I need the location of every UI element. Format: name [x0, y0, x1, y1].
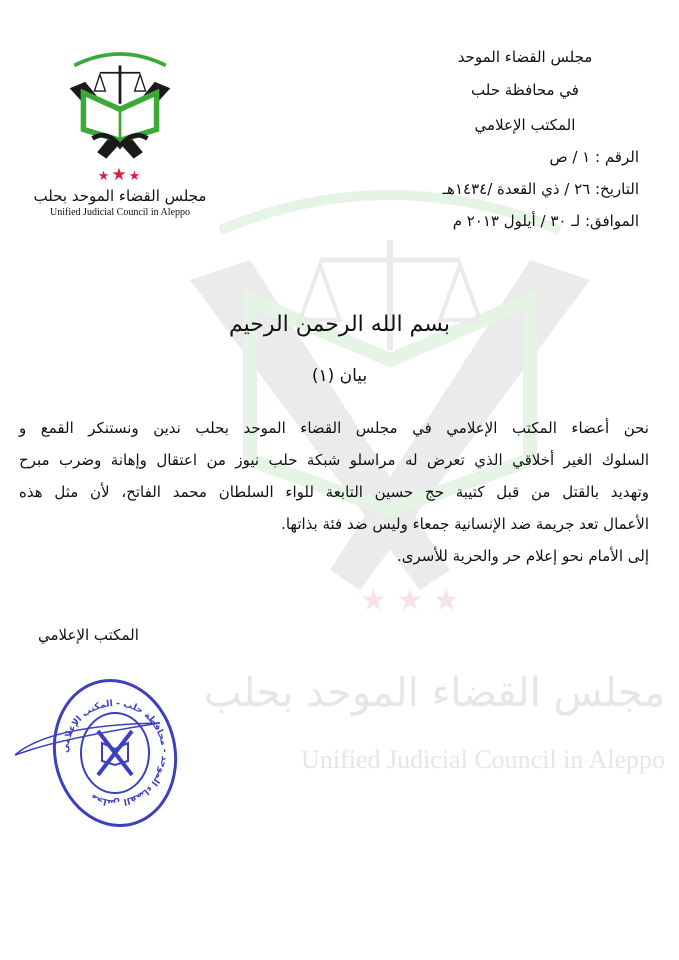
statement-body: [19, 412, 649, 572]
header-org-name: مجلس القضاء الموحد: [457, 48, 593, 66]
header-office: المكتب الإعلامي: [474, 116, 576, 134]
statement-title: بيان (١): [311, 366, 368, 386]
body-line: وتهديد بالقتل من قبل كتيبة حج حسين التابعة للواء السلطان محمد الفاتح، لأن مثل هذه: [19, 483, 649, 501]
date-hijri: التاريخ: ٢٦ / ذي القعدة /١٤٣٤هـ: [442, 180, 639, 198]
svg-text:★ ★ ★: ★ ★ ★: [360, 583, 460, 618]
body-line: السلوك الغير أخلاقي الذي تعرض له مراسلو شبكة حلب نيوز من اعتقال وإهانة وضرب مبرح: [19, 451, 649, 469]
reference-number: الرقم : ١ / ص: [549, 148, 639, 166]
logo-english-name: Unified Judicial Council in Aleppo: [50, 207, 190, 218]
stamp-text: مجلس القضاء الموحد - محافظة حلب - المكتب الإعلامي: [60, 698, 170, 808]
body-line: نحن أعضاء المكتب الإعلامي في مجلس القضاء الموحد بحلب ندين ونستنكر القمع و: [19, 419, 649, 437]
header-governorate: في محافظة حلب: [471, 81, 579, 99]
logo-stars: ★★★: [97, 165, 143, 185]
basmala: بسم الله الرحمن الرحيم: [228, 312, 451, 337]
watermark-arabic: مجلس القضاء الموحد بحلب: [203, 670, 665, 716]
body-line: الأعمال تعد جريمة ضد الإنسانية جمعاء وليس ضد فئة بذاتها.: [281, 515, 649, 533]
logo-emblem-icon: [30, 38, 210, 166]
logo-arabic-name: مجلس القضاء الموحد بحلب: [33, 187, 207, 205]
body-line: إلى الأمام نحو إعلام حر والحرية للأسرى.: [396, 547, 649, 565]
official-stamp: [10, 665, 185, 835]
signature-office: المكتب الإعلامي: [38, 626, 139, 644]
date-gregorian: الموافق: لـ ٣٠ / أيلول ٢٠١٣ م: [452, 212, 639, 230]
watermark-english: Unified Judicial Council in Aleppo: [301, 745, 665, 774]
stamp-seal-icon: [10, 665, 185, 835]
council-logo: [20, 38, 220, 220]
